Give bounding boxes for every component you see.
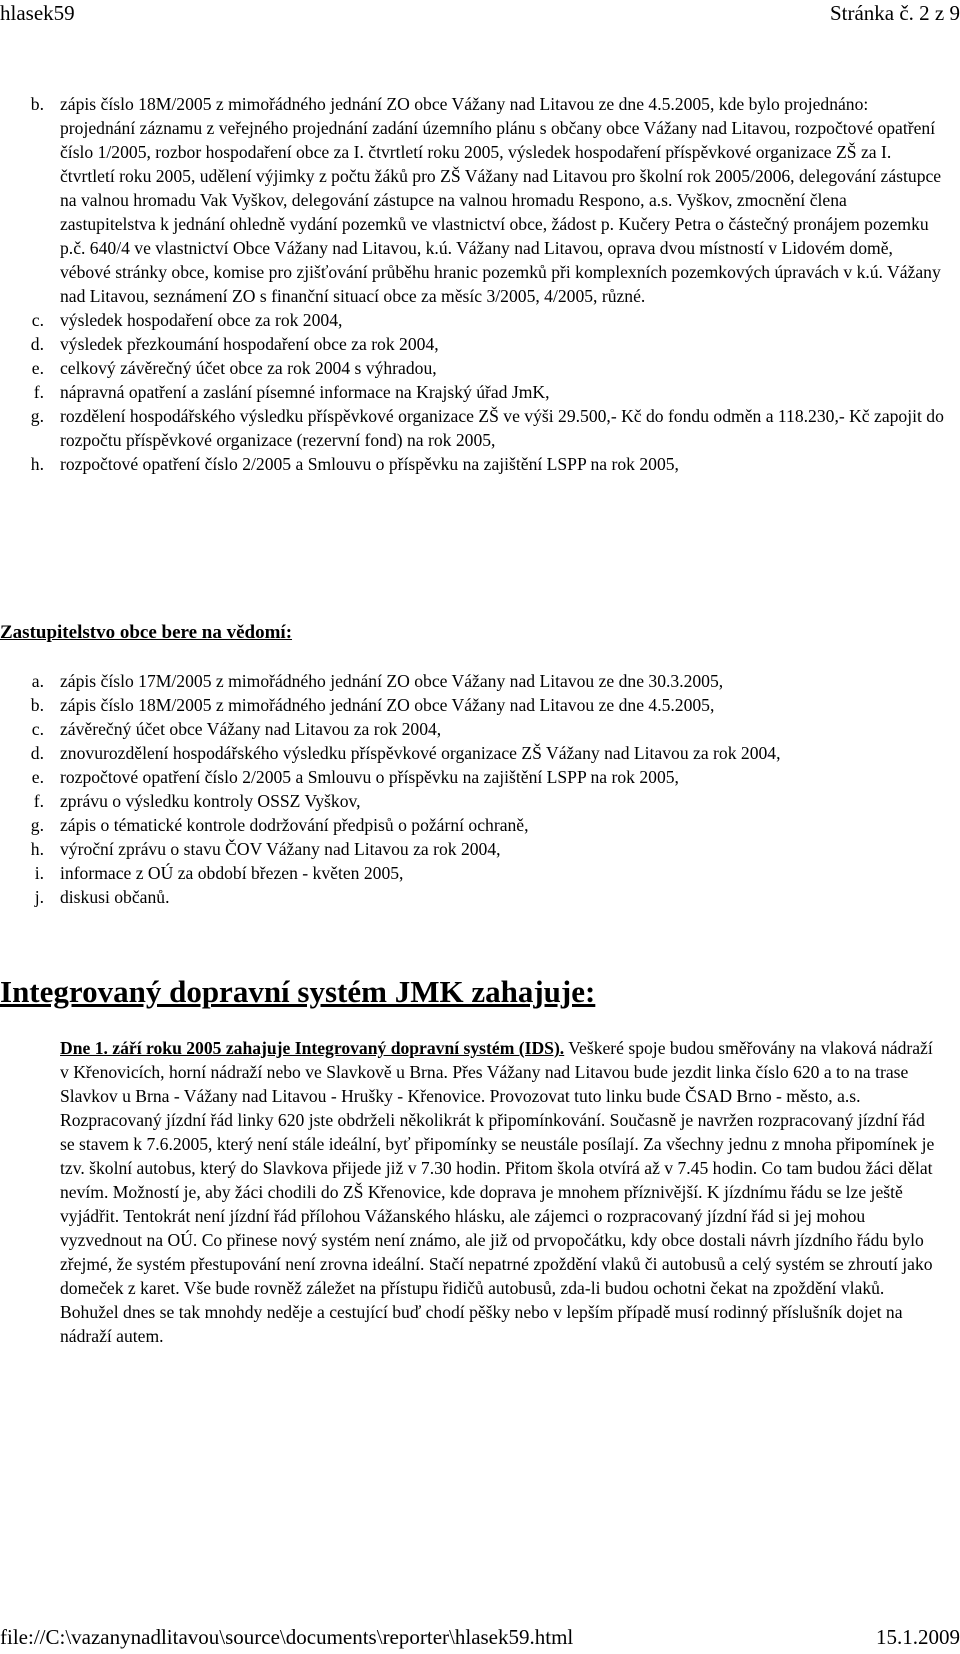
list-item — [24, 813, 944, 837]
list-item-text: výroční zprávu o stavu ČOV Vážany nad Litavou za rok 2004, — [60, 839, 501, 859]
list-item — [24, 308, 944, 332]
article-lead: Dne 1. září roku 2005 zahajuje Integrovaný dopravní systém (IDS). — [60, 1038, 565, 1058]
list-marker: h. — [30, 454, 44, 474]
list-marker: a. — [31, 671, 44, 691]
list-marker: b. — [30, 94, 44, 114]
list-item — [24, 837, 944, 861]
list-item — [24, 717, 944, 741]
list-item-text: zápis číslo 18M/2005 z mimořádného jednání ZO obce Vážany nad Litavou ze dne 4.5.2005, — [60, 695, 715, 715]
list-item — [24, 356, 944, 380]
article-paragraph — [60, 1036, 940, 1348]
list-item-text: závěrečný účet obce Vážany nad Litavou za rok 2004, — [60, 719, 442, 739]
list-item-text: výsledek přezkoumání hospodaření obce za rok 2004, — [60, 334, 439, 354]
list-item — [24, 452, 944, 476]
list-marker: f. — [33, 791, 44, 811]
list-marker: d. — [30, 334, 44, 354]
list-marker: g. — [30, 815, 44, 835]
list-marker: j. — [34, 887, 44, 907]
list-item — [24, 885, 944, 909]
list-marker: g. — [30, 406, 44, 426]
list-marker: b. — [30, 695, 44, 715]
list-item-text: informace z OÚ za období březen - květen 2005, — [60, 863, 404, 883]
section-heading: Zastupitelstvo obce bere na vědomí: — [0, 622, 293, 643]
list-marker: e. — [31, 767, 44, 787]
list-item-text: nápravná opatření a zaslání písemné informace na Krajský úřad JmK, — [60, 382, 550, 402]
list-item — [24, 332, 944, 356]
list-item-text: rozpočtové opatření číslo 2/2005 a Smlouvu o příspěvku na zajištění LSPP na rok 2005, — [60, 454, 679, 474]
acknowledged-list — [24, 669, 944, 909]
list-item-text: zápis číslo 18M/2005 z mimořádného jednání ZO obce Vážany nad Litavou ze dne 4.5.2005, kde bylo projednáno: projednání záznamu z veřejného projednání zadání územního plánu s občany obce Vážany nad Litavou, rozpočtové opatření číslo 1/2005, rozbor hospodaření obce za I. čtvrtletí roku 2005, výsledek hospodaření příspěvkové organizace ZŠ za I. čtvrtletí roku 2005, udělení výjimky z počtu žáků pro ZŠ Vážany nad Litavou pro školní rok 2005/2006, delegování zástupce na valnou hromadu Vak Vyškov, delegování zástupce na valnou hromadu Respono, a.s. Vyškov, zmocnění člena zastupitelstva k jednání ohledně vydání pozemků ve vlastnictví obce, žádost p. Kučery Petra o částečný pronájem pozemku p.č. 640/4 ve vlastnictví Obce Vážany nad Litavou, k.ú. Vážany nad Litavou, oprava dvou místností v Lidovém domě, vébové stránky obce, komise pro zjišťování průběhu hranic pozemků při komplexních pozemkových úpravách v k.ú. Vážany nad Litavou, seznámení ZO s finanční situací obce za měsíc 3/2005, 4/2005, různé. — [60, 94, 942, 306]
list-item — [24, 380, 944, 404]
list-marker: c. — [31, 310, 44, 330]
list-item-text: diskusi občanů. — [60, 887, 170, 907]
list-item — [24, 693, 944, 717]
list-item-text: celkový závěrečný účet obce za rok 2004 s výhradou, — [60, 358, 437, 378]
list-item-text: zprávu o výsledku kontroly OSSZ Vyškov, — [60, 791, 361, 811]
list-item — [24, 789, 944, 813]
list-marker: d. — [30, 743, 44, 763]
list-marker: h. — [30, 839, 44, 859]
list-item-text: zápis o tématické kontrole dodržování předpisů o požární ochraně, — [60, 815, 529, 835]
list-item-text: rozpočtové opatření číslo 2/2005 a Smlouvu o příspěvku na zajištění LSPP na rok 2005, — [60, 767, 679, 787]
list-item — [24, 669, 944, 693]
article-body: Veškeré spoje budou směřovány na vlaková nádraží v Křenovicích, horní nádraží nebo ve Slavkově u Brna. Přes Vážany nad Litavou bude jezdit linka číslo 620 a to na trase Slavkov u Brna - Vážany nad Litavou - Hrušky - Křenovice. Provozovat tuto linku bude ČSAD Brno - město, a.s. Rozpracovaný jízdní řád linky 620 jste obdrželi několikrát k připomínkování. Současně je navržen rozpracovaný jízdní řád se stavem k 7.6.2005, který není stále ideální, byť připomínky se neustále posílají. Za všechny jednu z mnoha připomínek je tzv. školní autobus, který do Slavkova přijede již v 7.30 hodin. Přitom škola otvírá až v 7.45 hodin. Co tam budou žáci dělat nevím. Možností je, aby žáci chodili do ZŠ Křenovice, kde doprava je mnohem příznivější. K jízdnímu řádu se lze ještě vyjádřit. Tentokrát není jízdní řád přílohou Vážanského hlásku, ale zájemci o rozpracovaný jízdní řád si jej mohou vyzvednout na OÚ. Co přinese nový systém není známo, ale již od prvopočátku, kdy obce dostali návrh jízdního řádu bylo zřejmé, že systém přestupování není zrovna ideální. Stačí nepatrné zpoždění vlaků či autobusů a celý systém se zhroutí jako domeček z karet. Vše bude rovněž záležet na přístupu řidičů autobusů, zda-li budou ochotni čekat na zpoždění vlaků. Bohužel dnes se tak mnohdy neděje a cestující buď chodí pěšky nebo v lepším případě musí rodinný příslušník dojet na nádraží autem. — [60, 1038, 935, 1346]
list-marker: i. — [34, 863, 44, 883]
list-item-text: rozdělení hospodářského výsledku příspěvkové organizace ZŠ ve výši 29.500,- Kč do fondu odměn a 118.230,- Kč zapojit do rozpočtu příspěvkové organizace (rezervní fond) na rok 2005, — [60, 406, 944, 450]
list-item-text: zápis číslo 17M/2005 z mimořádného jednání ZO obce Vážany nad Litavou ze dne 30.3.2005, — [60, 671, 724, 691]
list-item — [24, 741, 944, 765]
list-item-text: výsledek hospodaření obce za rok 2004, — [60, 310, 343, 330]
footer-date: 15.1.2009 — [876, 1625, 960, 1649]
list-item — [24, 92, 944, 308]
list-marker: e. — [31, 358, 44, 378]
article-heading: Integrovaný dopravní systém JMK zahajuje: — [0, 974, 596, 1009]
list-item-text: znovurozdělení hospodářského výsledku příspěvkové organizace ZŠ Vážany nad Litavou za rok 2004, — [60, 743, 781, 763]
header-doc-name: hlasek59 — [0, 1, 75, 25]
list-item — [24, 765, 944, 789]
list-marker: f. — [33, 382, 44, 402]
footer-file-path: file://C:\vazanynadlitavou\source\documents\reporter\hlasek59.html — [0, 1625, 574, 1649]
list-item — [24, 861, 944, 885]
list-marker: c. — [31, 719, 44, 739]
list-item — [24, 404, 944, 452]
header-page-number: Stránka č. 2 z 9 — [829, 1, 960, 25]
resolution-list — [24, 92, 944, 476]
